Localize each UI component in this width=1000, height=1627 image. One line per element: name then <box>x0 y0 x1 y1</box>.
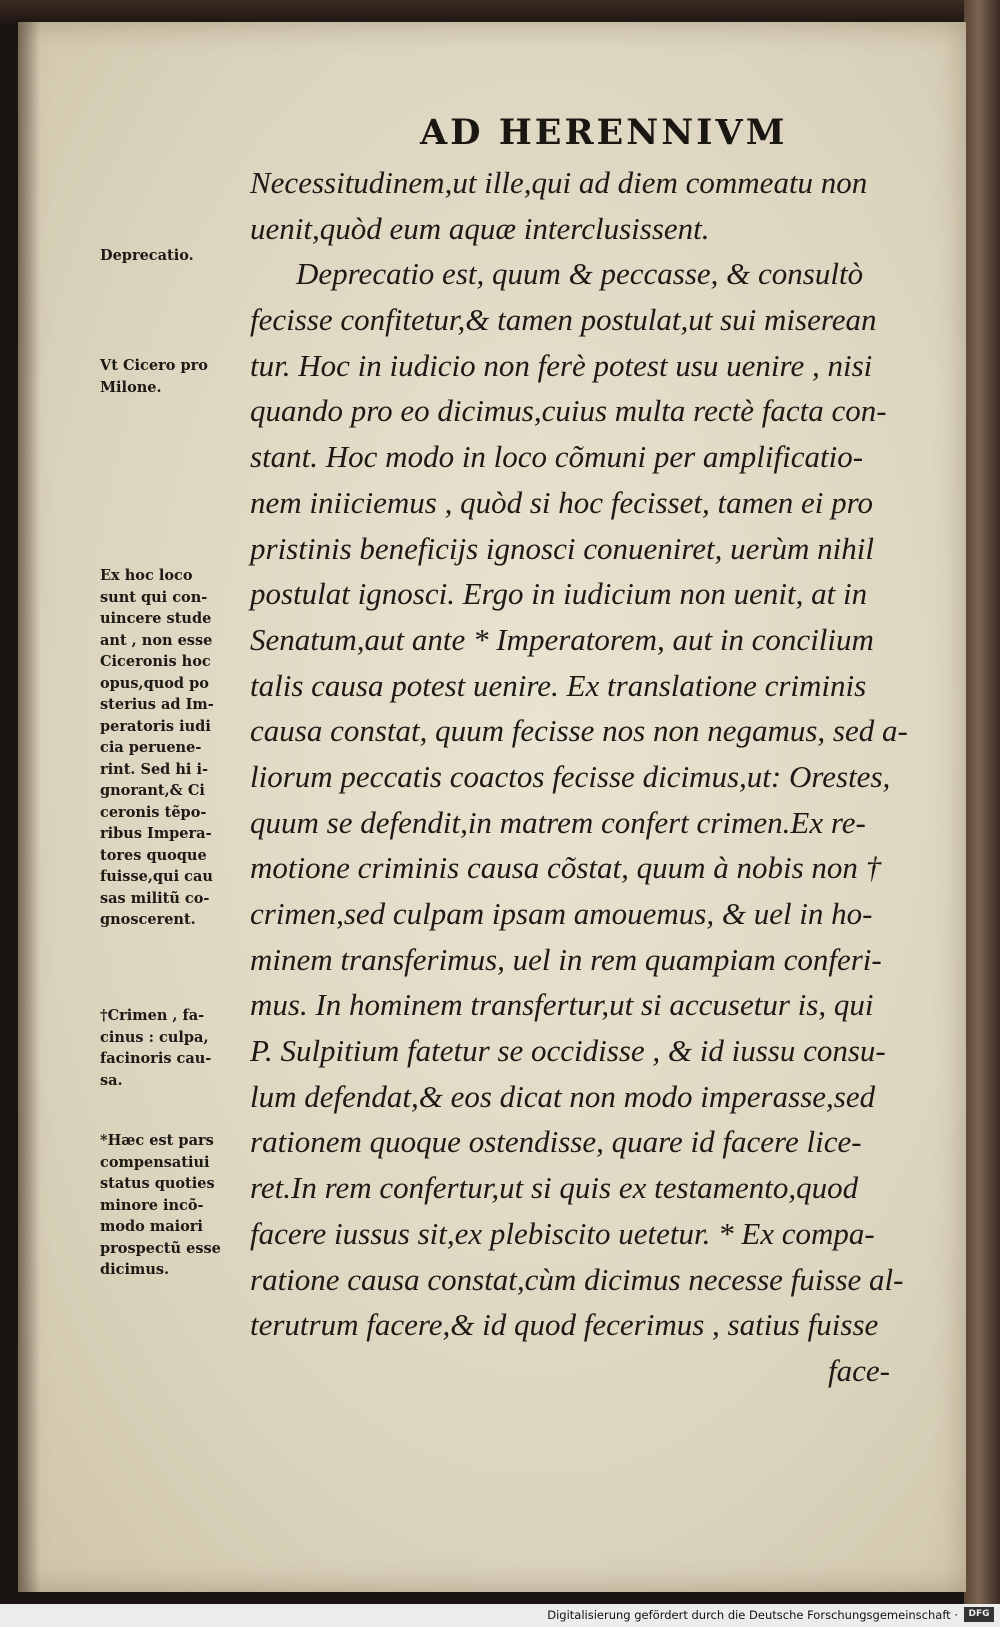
text-line: causa constat, quum fecisse nos non negamus, sed a- <box>250 713 908 749</box>
margin-note <box>100 1130 250 1281</box>
margin-note <box>100 1005 250 1091</box>
text-line: postulat ignosci. Ergo in iudicium non uenit, at in <box>250 576 868 612</box>
text-line: minem transferimus, uel in rem quampiam conferi- <box>250 941 882 977</box>
margin-note-line: gnorant,& Ci <box>100 782 205 799</box>
margin-note-line: cia peruene- <box>100 739 202 756</box>
page-gutter <box>18 22 40 1592</box>
binding-right <box>964 0 1000 1604</box>
text-line: uenit,quòd eum aquæ interclusissent. <box>250 210 710 246</box>
footer-bar <box>0 1604 1000 1627</box>
margin-note-line: status quoties <box>100 1175 215 1192</box>
funding-notice: Digitalisierung gefördert durch die Deutsche Forschungsgemeinschaft · <box>547 1608 958 1622</box>
margin-note-line: modo maiori <box>100 1218 203 1235</box>
margin-note-line: sterius ad Im- <box>100 696 214 713</box>
text-line: tur. Hoc in iudicio non ferè potest usu uenire , nisi <box>250 347 873 383</box>
text-line: Senatum,aut ante * Imperatorem, aut in concilium <box>250 621 874 657</box>
margin-note-line: ceronis tẽpo- <box>100 803 207 821</box>
margin-note-line: fuisse,qui cau <box>100 868 213 885</box>
margin-note-line: prospectũ esse <box>100 1239 221 1257</box>
margin-note-line: compensatiui <box>100 1153 210 1171</box>
dfg-logo: DFG <box>964 1607 994 1622</box>
margin-note-line: Ex hoc loco <box>100 567 193 584</box>
margin-note-line: Vt Cicero pro <box>100 357 208 374</box>
text-line: ret.In rem confertur,ut si quis ex testamento,quod <box>250 1170 859 1206</box>
margin-note-line: opus,quod po <box>100 674 209 692</box>
margin-note-line: minore incõ- <box>100 1196 204 1214</box>
margin-note-line: cinus : culpa, <box>100 1028 209 1046</box>
margin-note-line: ribus Impera- <box>100 825 212 842</box>
margin-note-line: facinoris cau- <box>100 1050 212 1067</box>
text-line: P. Sulpitium fatetur se occidisse , & id iussu consu- <box>250 1033 886 1069</box>
margin-note-line: sa. <box>100 1071 123 1089</box>
margin-note-line: *Hæc est pars <box>100 1132 214 1149</box>
text-line: talis causa potest uenire. Ex translatione criminis <box>250 667 867 703</box>
text-line: nem iniiciemus , quòd si hoc fecisset, tamen ei pro <box>250 484 874 520</box>
text-line: quum se defendit,in matrem confert crimen.Ex re- <box>250 804 866 840</box>
margin-note <box>100 245 250 267</box>
text-line: terutrum facere,& id quod fecerimus , satius fuisse <box>250 1307 879 1343</box>
margin-note-line: peratoris iudi <box>100 717 211 735</box>
margin-note-line: dicimus. <box>100 1261 170 1278</box>
margin-note-line: Deprecatio. <box>100 247 194 264</box>
running-head: AD HERENNIVM <box>420 112 788 153</box>
text-line: mus. In hominem transfertur,ut si accusetur is, qui <box>250 987 874 1023</box>
text-line: liorum peccatis coactos fecisse dicimus,ut: Orestes, <box>250 758 891 794</box>
margin-note-line: uincere stude <box>100 610 212 627</box>
margin-note-line: sunt qui con- <box>100 588 208 606</box>
text-line: quando pro eo dicimus,cuius multa rectè facta con- <box>250 393 887 429</box>
margin-note <box>100 565 250 931</box>
margin-note <box>100 355 250 398</box>
margin-note-line: Milone. <box>100 378 162 396</box>
text-line: facere iussus sit,ex plebiscito uetetur. * Ex compa- <box>250 1215 875 1251</box>
main-text <box>250 160 920 1394</box>
margin-note-line: ant , non esse <box>100 631 213 649</box>
text-line: motione criminis causa cõstat, quum à nobis non † <box>250 850 882 886</box>
margin-note-line: rint. Sed hi i- <box>100 760 208 778</box>
margin-note-line: †Crimen , fa- <box>100 1007 205 1024</box>
margin-note-line: sas militũ co- <box>100 889 210 907</box>
text-line: Necessitudinem,ut ille,qui ad diem commeatu non <box>250 165 868 200</box>
text-line: fecisse confitetur,& tamen postulat,ut sui miserean <box>250 302 877 338</box>
text-line: face- <box>828 1352 890 1388</box>
text-line: ratione causa constat,cùm dicimus necesse fuisse al- <box>250 1261 904 1297</box>
margin-note-line: Ciceronis hoc <box>100 653 211 670</box>
text-line: rationem quoque ostendisse, quare id facere lice- <box>250 1124 862 1160</box>
margin-note-line: tores quoque <box>100 846 207 864</box>
text-line: pristinis beneficijs ignosci conueniret, uerùm nihil <box>250 530 874 566</box>
text-line: stant. Hoc modo in loco cõmuni per amplificatio- <box>250 439 864 475</box>
text-line: Deprecatio est, quum & peccasse, & consultò <box>296 256 864 292</box>
text-line: crimen,sed culpam ipsam amouemus, & uel in ho- <box>250 896 873 931</box>
margin-note-line: gnoscerent. <box>100 911 196 928</box>
text-line: lum defendat,& eos dicat non modo imperasse,sed <box>250 1078 876 1114</box>
